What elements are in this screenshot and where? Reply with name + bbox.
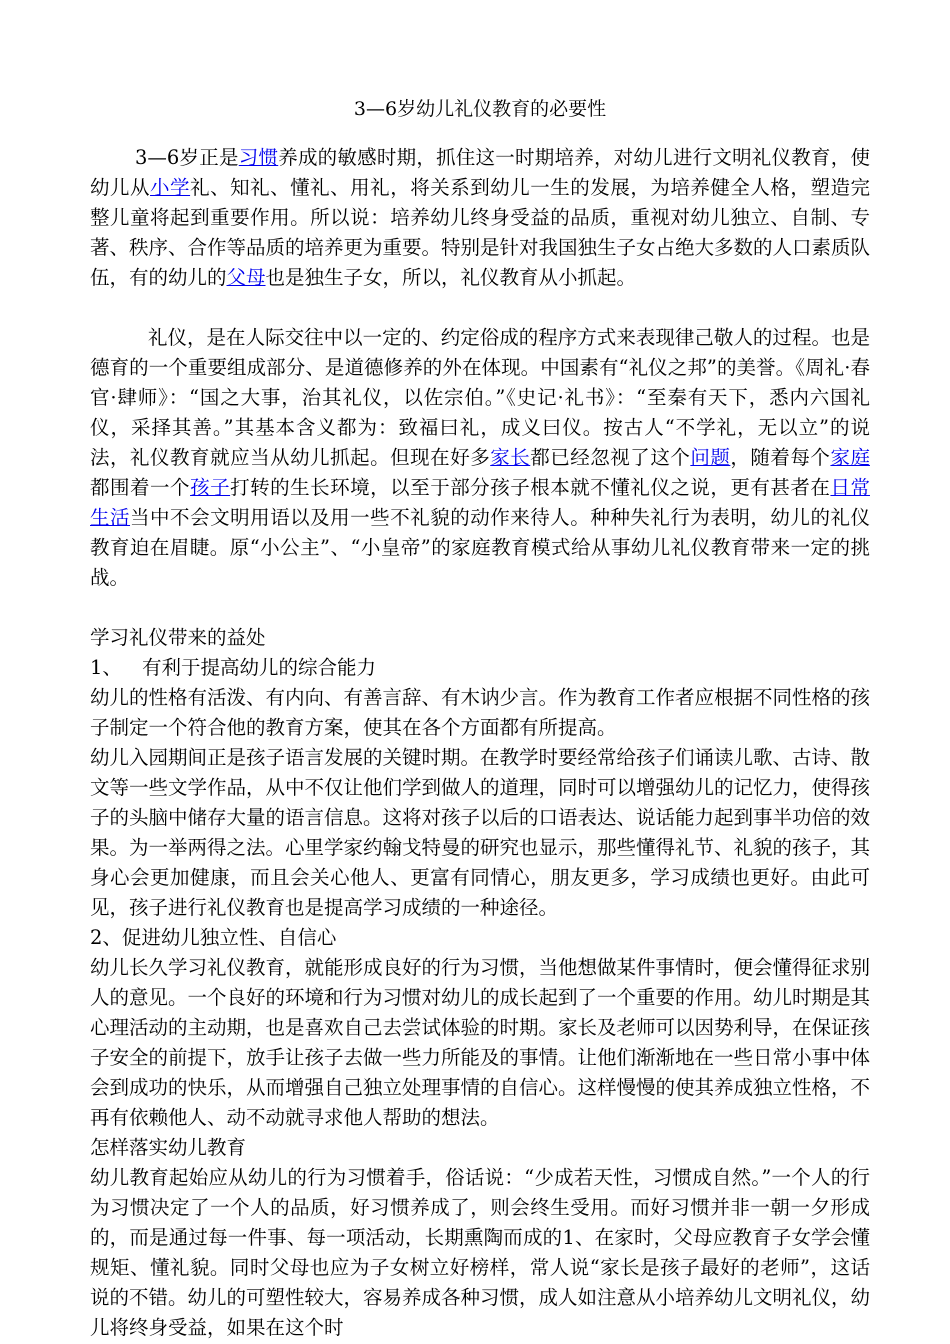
list-item-title: 有利于提高幼儿的综合能力: [142, 656, 377, 679]
link-primary-school[interactable]: 小学: [150, 176, 191, 199]
link-habit[interactable]: 习惯: [238, 146, 279, 169]
text-segment: 礼、知礼、懂礼、用礼，将关系到幼儿一生的发展，为培养健全人格，塑造完整儿童将起到重要作用。所以说：培养幼儿终身受益的品质，重视对幼儿独立、自制、专著、秩序、合作等品质的培养更为重要。特别是针对我国独生子女占绝大多数的人口素质队伍，有的幼儿的: [90, 176, 871, 289]
body-paragraph: 幼儿入园期间正是孩子语言发展的关键时期。在教学时要经常给孩子们诵读儿歌、古诗、散文等一些文学作品，从中不仅让他们学到做人的道理，同时可以增强幼儿的记忆力，使得孩子的头脑中储存大量的语言信息。这将对孩子以后的口语表达、说话能力起到事半功倍的效果。为一举两得之法。心里学家约翰戈特曼的研究也显示，那些懂得礼节、礼貌的孩子，其身心会更加健康，而且会关心他人、更富有同情心，朋友更多，学习成绩也更好。由此可见，孩子进行礼仪教育也是提高学习成绩的一种途径。: [90, 746, 871, 919]
blank-line: [90, 593, 870, 623]
list-number: 1、: [90, 656, 122, 679]
section-heading-benefits: 学习礼仪带来的益处: [90, 626, 266, 649]
link-parents[interactable]: 父母: [226, 266, 266, 289]
link-family-elders[interactable]: 家长: [490, 446, 531, 469]
body-paragraph: 幼儿的性格有活泼、有内向、有善言辞、有木讷少言。作为教育工作者应根据不同性格的孩子制定一个符合他的教育方案，使其在各个方面都有所提高。: [90, 686, 871, 739]
section-heading-implementation: 怎样落实幼儿教育: [90, 1136, 247, 1159]
text-segment: ，随着每个: [730, 446, 831, 469]
body-paragraph: 幼儿长久学习礼仪教育，就能形成良好的行为习惯，当他想做某件事情时，便会懂得征求别人的意见。一个良好的环境和行为习惯对幼儿的成长起到了一个重要的作用。幼儿时期是其心理活动的主动期，也是喜欢自己去尝试体验的时期。家长及老师可以因势利导，在保证孩子安全的前提下，放手让孩子去做一些力所能及的事情。让他们渐渐地在一些日常小事中体会到成功的快乐，从而增强自己独立处理事情的自信心。这样慢慢的使其养成独立性格，不再有依赖他人、动不动就寻求他人帮助的想法。: [90, 956, 871, 1129]
link-family[interactable]: 家庭: [830, 446, 870, 469]
text-segment: 都已经忽视了这个: [530, 446, 691, 469]
text-segment: 都围着一个: [90, 476, 191, 499]
list-item-2: 2、促进幼儿独立性、自信心: [90, 926, 337, 949]
text-segment: 也是独生子女，所以，礼仪教育从小抓起。: [265, 266, 637, 289]
document-title: 3—6岁幼儿礼仪教育的必要性: [353, 98, 607, 120]
text-segment: 3—6岁正是: [135, 146, 239, 169]
list-item-1: [90, 653, 870, 683]
document-page: [90, 94, 870, 1343]
link-child[interactable]: 孩子: [190, 476, 231, 499]
intro-paragraph: [90, 143, 870, 293]
text-segment: 养成的敏感时期，抓住这一时期培养，对幼儿进行文明礼仪教育，使幼儿从: [90, 146, 870, 199]
link-problem[interactable]: 问题: [690, 446, 731, 469]
text-segment: 打转的生长环境，以至于部分孩子根本就不懂礼仪之说，更有甚者在: [230, 476, 831, 499]
link-daily-life[interactable]: 日常生活: [90, 476, 870, 529]
text-segment: 当中不会文明用语以及用一些不礼貌的动作来待人。种种失礼行为表明，幼儿的礼仪教育迫在眉睫。原“小公主”、“小皇帝”的家庭教育模式给从事幼儿礼仪教育带来一定的挑战。: [90, 506, 870, 589]
body-paragraph: 幼儿教育起始应从幼儿的行为习惯着手，俗话说：“少成若天性，习惯成自然。”一个人的行为习惯决定了一个人的品质，好习惯养成了，则会终生受用。而好习惯并非一朝一夕形成的，而是通过每一件事、每一项活动，长期熏陶而成的1、在家时，父母应教育子女学会懂规矩、懂礼貌。同时父母也应为子女树立好榜样，常人说“家长是孩子最好的老师”，这话说的不错。幼儿的可塑性较大，容易养成各种习惯，成人如注意从小培养幼儿文明礼仪，幼儿将终身受益，如果在这个时: [90, 1166, 871, 1339]
text-segment: 礼仪，是在人际交往中以一定的、约定俗成的程序方式来表现律己敬人的过程。也是德育的一个重要组成部分、是道德修养的外在体现。中国素有“礼仪之邦”的美誉。《周礼·春官·肆师》：“国之大事，治其礼仪，以佐宗伯。”《史记·礼书》：“至秦有天下，悉内六国礼仪，采择其善。”其基本含义都为：致福曰礼，成义曰仪。按古人“不学礼，无以立”的说法，礼仪教育就应当从幼儿抓起。但现在好多: [90, 326, 870, 469]
etiquette-paragraph: [90, 323, 870, 593]
